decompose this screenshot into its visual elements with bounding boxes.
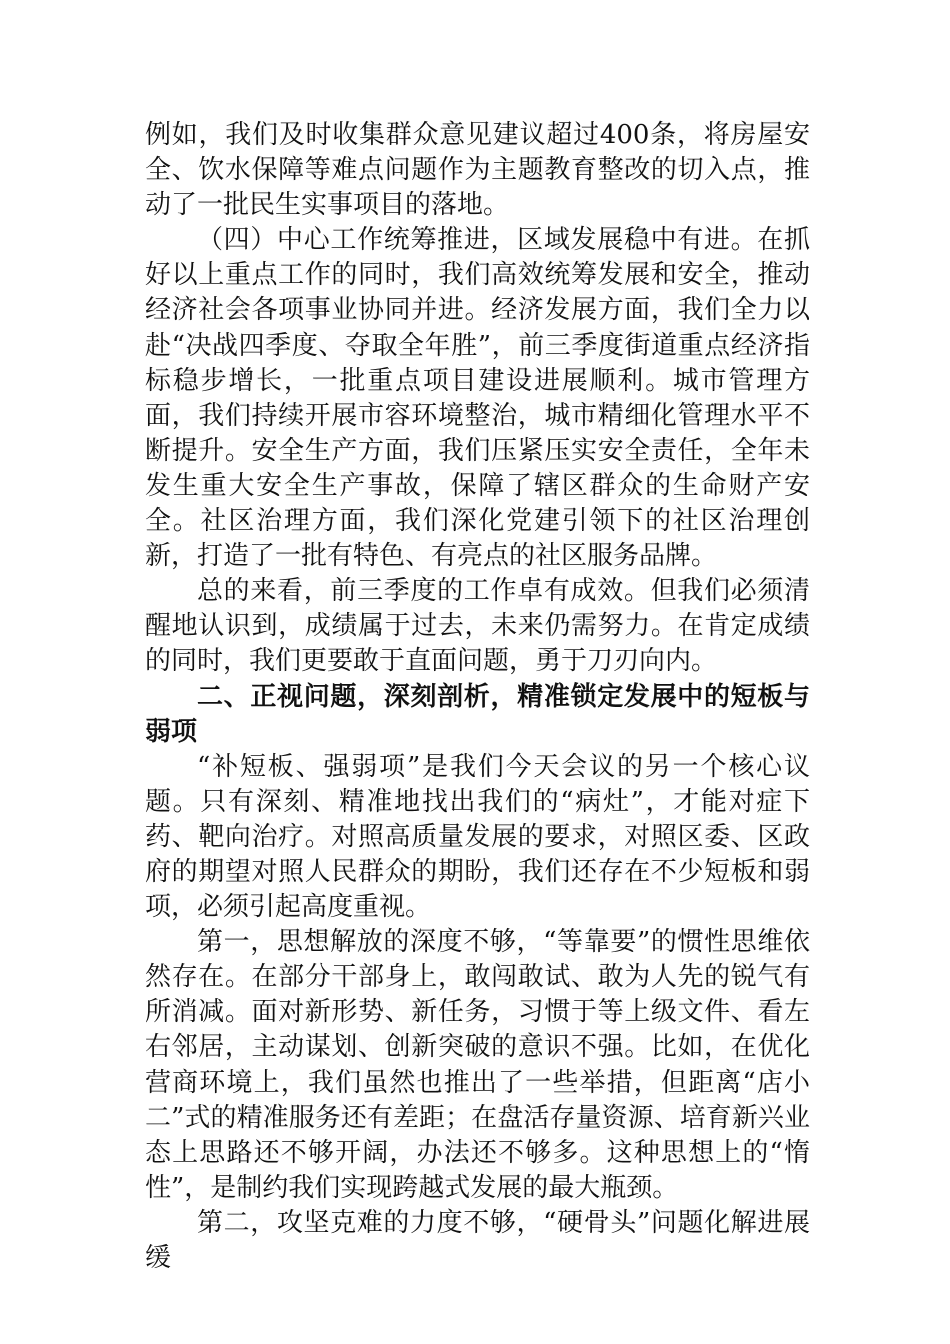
paragraph-first-issue: 第一，思想解放的深度不够，“等靠要”的惯性思维依然存在。在部分干部身上，敢闯敢试、敢为人先的锐气有所消减。面对新形势、新任务，习惯于等上级文件、看左右邻居，主动谋划、创新突破的意识不强。比如，在优化营商环境上，我们虽然也推出了一些举措，但距离“店小二”式的精准服务还有差距；在盘活存量资源、培育新兴业态上思路还不够开阔，办法还不够多。这种思想上的“惰性”，是制约我们实现跨越式发展的最大瓶颈。 (145, 927, 810, 1203)
paragraph-continuation: 例如，我们及时收集群众意见建议超过400条，将房屋安全、饮水保障等难点问题作为主题教育整改的切入点，推动了一批民生实事项目的落地。 (145, 120, 810, 221)
section-two-heading: 二、正视问题，深刻剖析，精准锁定发展中的短板与弱项 (145, 681, 810, 747)
paragraph-core-topic: “补短板、强弱项”是我们今天会议的另一个核心议题。只有深刻、精准地找出我们的“病灶”，才能对症下药、靶向治疗。对照高质量发展的要求，对照区委、区政府的期望对照人民群众的期盼，我们还存在不少短板和弱项，必须引起高度重视。 (145, 751, 810, 923)
document-body (145, 118, 810, 1276)
paragraph-summary: 总的来看，前三季度的工作卓有成效。但我们必须清醒地认识到，成绩属于过去，未来仍需努力。在肯定成绩的同时，我们更要敢于直面问题，勇于刀刃向内。 (145, 576, 810, 677)
paragraph-second-issue: 第二，攻坚克难的力度不够，“硬骨头”问题化解进展缓 (145, 1207, 810, 1273)
paragraph-section-four (145, 223, 810, 574)
section-four-body: 在抓好以上重点工作的同时，我们高效统筹发展和安全，推动经济社会各项事业协同并进。经济发展方面，我们全力以赴“决战四季度、夺取全年胜”，前三季度街道重点经济指标稳步增长，一批重点项目建设进展顺利。城市管理方面，我们持续开展市容环境整治，城市精细化管理水平不断提升。安全生产方面，我们压紧压实安全责任，全年未发生重大安全生产事故，保障了辖区群众的生命财产安全。社区治理方面，我们深化党建引领下的社区治理创新，打造了一批有特色、有亮点的社区服务品牌。 (145, 225, 810, 572)
section-four-heading: （四）中心工作统筹推进，区域发展稳中有进。 (197, 225, 758, 256)
